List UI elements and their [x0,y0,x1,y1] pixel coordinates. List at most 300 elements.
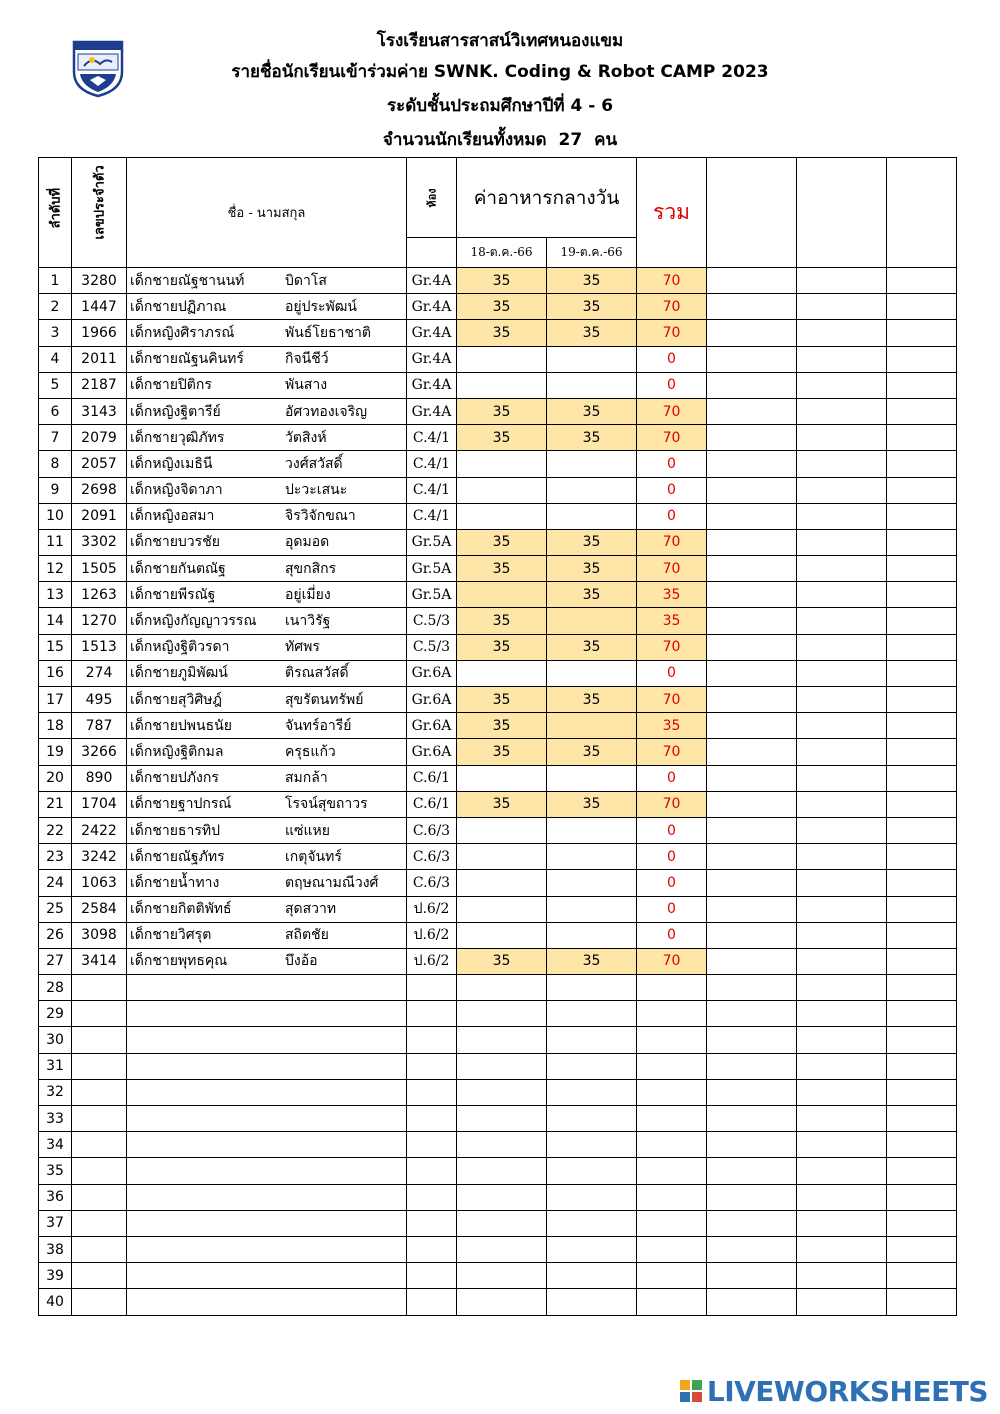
column-header-room-lower [407,238,457,268]
lunch-day2 [547,660,637,686]
table-row [39,1263,957,1289]
student-id: 2422 [72,817,127,843]
lunch-total: 0 [637,922,707,948]
extra-cell [707,1001,797,1027]
room: C.6/1 [407,791,457,817]
last-name: โรจน์สุขถาวร [285,796,368,813]
lunch-total: 0 [637,870,707,896]
room: Gr.4A [407,346,457,372]
lunch-day1: 35 [457,948,547,974]
table-row [39,634,957,660]
student-id: 2057 [72,451,127,477]
student-id: 1447 [72,294,127,320]
row-number: 1 [39,268,72,294]
student-id [72,1236,127,1262]
row-number: 22 [39,817,72,843]
room [407,1027,457,1053]
extra-cell [707,1132,797,1158]
extra-cell [887,791,957,817]
first-name: เด็กหญิงจิดาภา [130,482,223,499]
student-name [127,294,407,320]
extra-cell [797,1184,887,1210]
student-name [127,503,407,529]
column-header-lunch: ค่าอาหารกลางวัน [457,158,637,238]
lunch-total [637,1184,707,1210]
table-row [39,320,957,346]
extra-cell [887,713,957,739]
room: C.4/1 [407,425,457,451]
table-row [39,1053,957,1079]
table-row [39,844,957,870]
table-row [39,425,957,451]
last-name: สุขรัตนทรัพย์ [285,691,364,708]
extra-cell [707,1289,797,1315]
row-number: 3 [39,320,72,346]
student-id: 1063 [72,870,127,896]
lunch-day2 [547,372,637,398]
student-id: 274 [72,660,127,686]
student-id [72,1158,127,1184]
table-row [39,1106,957,1132]
extra-cell [707,1158,797,1184]
lunch-total [637,1132,707,1158]
table-row [39,503,957,529]
student-id: 3302 [72,529,127,555]
extra-cell [887,1210,957,1236]
lunch-day1 [457,844,547,870]
column-header-no: ลำดับที่ [39,158,72,268]
lunch-total: 70 [637,739,707,765]
extra-cell [797,870,887,896]
extra-cell [887,268,957,294]
student-id [72,1027,127,1053]
lunch-day1 [457,896,547,922]
first-name: เด็กหญิงศิราภรณ์ [130,324,235,341]
student-id: 2698 [72,477,127,503]
extra-cell [707,922,797,948]
room: C.6/3 [407,817,457,843]
lunch-total [637,975,707,1001]
lunch-day1 [457,765,547,791]
row-number: 30 [39,1027,72,1053]
student-name [127,791,407,817]
student-name [127,817,407,843]
extra-cell [887,817,957,843]
extra-cell [707,975,797,1001]
student-name [127,922,407,948]
lunch-total [637,1079,707,1105]
student-id: 1505 [72,556,127,582]
table-row [39,451,957,477]
table-row [39,268,957,294]
table-row [39,1210,957,1236]
last-name: ปะวะเสนะ [285,482,348,499]
extra-cell [797,1106,887,1132]
extra-cell [797,922,887,948]
lunch-total: 0 [637,896,707,922]
lunch-total: 0 [637,477,707,503]
extra-cell [887,896,957,922]
lunch-day2 [547,1132,637,1158]
lunch-day2: 35 [547,425,637,451]
row-number: 14 [39,608,72,634]
lunch-day1: 35 [457,556,547,582]
lunch-day1: 35 [457,634,547,660]
row-number: 36 [39,1184,72,1210]
row-number: 11 [39,529,72,555]
row-number: 40 [39,1289,72,1315]
student-id [72,1053,127,1079]
extra-cell [797,503,887,529]
student-id: 2187 [72,372,127,398]
table-row [39,922,957,948]
lunch-day2 [547,1184,637,1210]
student-id: 890 [72,765,127,791]
table-row [39,477,957,503]
lunch-day2: 35 [547,687,637,713]
lunch-day2: 35 [547,948,637,974]
last-name: พันสาง [285,377,328,394]
lunch-day2: 35 [547,582,637,608]
lunch-total: 0 [637,660,707,686]
lunch-day1: 35 [457,425,547,451]
lunch-day1: 35 [457,294,547,320]
student-id [72,1079,127,1105]
extra-cell [707,791,797,817]
document-title: รายชื่อนักเรียนเข้าร่วมค่าย SWNK. Coding & Robot CAMP 2023 [231,62,769,82]
table-row [39,870,957,896]
last-name: จิรวิจักขณา [285,508,356,525]
student-id: 3143 [72,398,127,424]
first-name: เด็กชายพีรณัฐ [130,586,216,603]
room: Gr.4A [407,294,457,320]
lunch-day1 [457,1289,547,1315]
room: C.5/3 [407,608,457,634]
first-name: เด็กชายณัฐชานนท์ [130,272,245,289]
extra-cell [797,294,887,320]
row-number: 29 [39,1001,72,1027]
first-name: เด็กชายพุทธคุณ [130,953,228,970]
lunch-day1 [457,1210,547,1236]
table-row [39,975,957,1001]
room: Gr.6A [407,687,457,713]
table-row [39,608,957,634]
extra-cell [797,477,887,503]
extra-cell [887,1158,957,1184]
table-row [39,346,957,372]
extra-cell [707,556,797,582]
extra-cell [797,975,887,1001]
table-row [39,713,957,739]
student-id: 2011 [72,346,127,372]
student-id: 1270 [72,608,127,634]
extra-cell [707,346,797,372]
lunch-day2 [547,1158,637,1184]
extra-cell [797,346,887,372]
lunch-day2 [547,765,637,791]
student-name [127,660,407,686]
extra-cell [707,320,797,346]
lunch-day2 [547,844,637,870]
table-row [39,582,957,608]
student-name [127,556,407,582]
student-name [127,975,407,1001]
room [407,1106,457,1132]
table-row [39,1001,957,1027]
extra-cell [797,398,887,424]
extra-cell [887,870,957,896]
lunch-day1 [457,503,547,529]
lunch-day2 [547,870,637,896]
first-name: เด็กหญิงกัญญาวรรณ [130,613,257,630]
table-row [39,294,957,320]
lunch-total: 35 [637,713,707,739]
lunch-day2 [547,477,637,503]
last-name: ครุธแก้ว [285,743,336,760]
student-id: 1704 [72,791,127,817]
first-name: เด็กชายภูมิพัฒน์ [130,665,228,682]
student-name [127,1027,407,1053]
student-name [127,870,407,896]
lunch-day2: 35 [547,398,637,424]
extra-cell [887,477,957,503]
column-header-total: รวม [637,158,707,268]
table-row [39,739,957,765]
extra-cell [797,556,887,582]
student-name [127,1132,407,1158]
last-name: ติรณสวัสดิ์ [285,665,349,682]
room: C.6/3 [407,870,457,896]
lunch-total [637,1158,707,1184]
lunch-total: 70 [637,320,707,346]
first-name: เด็กชายธารทิป [130,822,220,839]
table-row [39,556,957,582]
lunch-day1 [457,372,547,398]
lunch-total [637,1289,707,1315]
row-number: 26 [39,922,72,948]
lunch-day1: 35 [457,529,547,555]
table-row [39,1158,957,1184]
first-name: เด็กชายปิติกร [130,377,212,394]
extra-cell [887,687,957,713]
first-name: เด็กชายกิตติพัทธ์ [130,901,232,918]
lunch-day1 [457,451,547,477]
lunch-day2 [547,896,637,922]
extra-cell [707,1210,797,1236]
student-count-unit: คน [594,130,618,150]
row-number: 31 [39,1053,72,1079]
table-row [39,1236,957,1262]
last-name: อยู่เมี่ยง [285,586,331,603]
extra-cell [707,765,797,791]
room: C.6/3 [407,844,457,870]
student-id: 3242 [72,844,127,870]
extra-cell [797,765,887,791]
extra-cell [797,1210,887,1236]
extra-cell [887,372,957,398]
room: C.6/1 [407,765,457,791]
extra-cell [707,1079,797,1105]
extra-cell [887,1184,957,1210]
lunch-day1: 35 [457,608,547,634]
row-number: 25 [39,896,72,922]
student-name [127,1184,407,1210]
last-name: บิดาโส [285,272,327,289]
row-number: 23 [39,844,72,870]
extra-cell [887,1132,957,1158]
lunch-total: 70 [637,634,707,660]
extra-cell [797,660,887,686]
extra-cell [797,1027,887,1053]
lunch-total: 70 [637,529,707,555]
extra-cell [887,739,957,765]
lunch-day2 [547,1236,637,1262]
student-id: 3098 [72,922,127,948]
last-name: แซ่แหย [285,822,330,839]
extra-cell [887,1106,957,1132]
lunch-day2 [547,922,637,948]
extra-cell [887,556,957,582]
last-name: ตฤษณามณีวงศ์ [285,874,379,891]
lunch-day2 [547,1027,637,1053]
row-number: 38 [39,1236,72,1262]
student-id [72,1289,127,1315]
lunch-day2 [547,1001,637,1027]
extra-cell [887,320,957,346]
table-row [39,817,957,843]
lunch-total: 70 [637,425,707,451]
extra-cell [887,608,957,634]
extra-cell [797,1263,887,1289]
extra-cell [887,1001,957,1027]
last-name: ทัศพร [285,639,320,656]
table-row [39,1289,957,1315]
extra-cell [797,948,887,974]
extra-cell [887,765,957,791]
student-name [127,1158,407,1184]
extra-cell [887,844,957,870]
row-number: 20 [39,765,72,791]
lunch-day2 [547,346,637,372]
first-name: เด็กหญิงอสมา [130,508,215,525]
student-id: 3266 [72,739,127,765]
extra-cell [707,948,797,974]
student-id: 3414 [72,948,127,974]
student-id [72,1001,127,1027]
lunch-day2: 35 [547,320,637,346]
last-name: อุดมอด [285,534,330,551]
lunch-day1: 35 [457,791,547,817]
student-id: 495 [72,687,127,713]
first-name: เด็กชายวุฒิภัทร [130,429,225,446]
extra-cell [797,529,887,555]
last-name: สมกล้า [285,770,328,787]
lunch-day1 [457,346,547,372]
row-number: 17 [39,687,72,713]
extra-cell [887,346,957,372]
extra-cell [797,687,887,713]
row-number: 8 [39,451,72,477]
extra-cell [887,660,957,686]
lunch-day2 [547,1106,637,1132]
table-row [39,660,957,686]
room [407,1053,457,1079]
student-name [127,372,407,398]
extra-column-header [707,158,797,268]
last-name: สถิตชัย [285,927,329,944]
lunch-total: 70 [637,268,707,294]
room: Gr.6A [407,713,457,739]
lunch-day2 [547,817,637,843]
extra-cell [797,1236,887,1262]
lunch-day1 [457,1158,547,1184]
student-name [127,1053,407,1079]
lunch-day1 [457,582,547,608]
lunch-total: 0 [637,503,707,529]
lunch-total: 0 [637,372,707,398]
lunch-day1: 35 [457,268,547,294]
lunch-day1 [457,660,547,686]
lunch-total [637,1210,707,1236]
student-name [127,398,407,424]
extra-cell [707,1236,797,1262]
table-row [39,791,957,817]
extra-cell [707,634,797,660]
extra-cell [887,634,957,660]
extra-cell [887,451,957,477]
student-table [38,157,957,1316]
extra-cell [707,1106,797,1132]
extra-cell [707,503,797,529]
last-name: วงศ์สวัสดิ์ [285,455,343,472]
student-id: 1966 [72,320,127,346]
extra-cell [707,582,797,608]
lunch-total: 70 [637,294,707,320]
first-name: เด็กหญิงเมธินี [130,455,213,472]
extra-cell [707,896,797,922]
first-name: เด็กชายกันตณัฐ [130,560,226,577]
table-row [39,372,957,398]
column-header-day2: 19-ต.ค.-66 [547,238,637,268]
student-name [127,346,407,372]
extra-cell [797,1289,887,1315]
extra-cell [887,398,957,424]
extra-cell [887,503,957,529]
lunch-total: 70 [637,791,707,817]
row-number: 13 [39,582,72,608]
extra-cell [707,687,797,713]
column-header-day1: 18-ต.ค.-66 [457,238,547,268]
extra-cell [797,608,887,634]
room: Gr.5A [407,529,457,555]
lunch-total: 70 [637,556,707,582]
extra-cell [707,713,797,739]
lunch-day2: 35 [547,529,637,555]
room [407,1236,457,1262]
student-name [127,477,407,503]
grade-level: ระดับชั้นประถมศึกษาปีที่ 4 - 6 [386,96,614,116]
lunch-day2 [547,975,637,1001]
liveworksheets-logo-icon [680,1380,702,1402]
room [407,975,457,1001]
room [407,1079,457,1105]
room: Gr.5A [407,582,457,608]
table-row [39,687,957,713]
row-number: 7 [39,425,72,451]
first-name: เด็กชายวิศรุต [130,927,212,944]
last-name: อยู่ประพัฒน์ [285,298,357,315]
extra-cell [797,1053,887,1079]
